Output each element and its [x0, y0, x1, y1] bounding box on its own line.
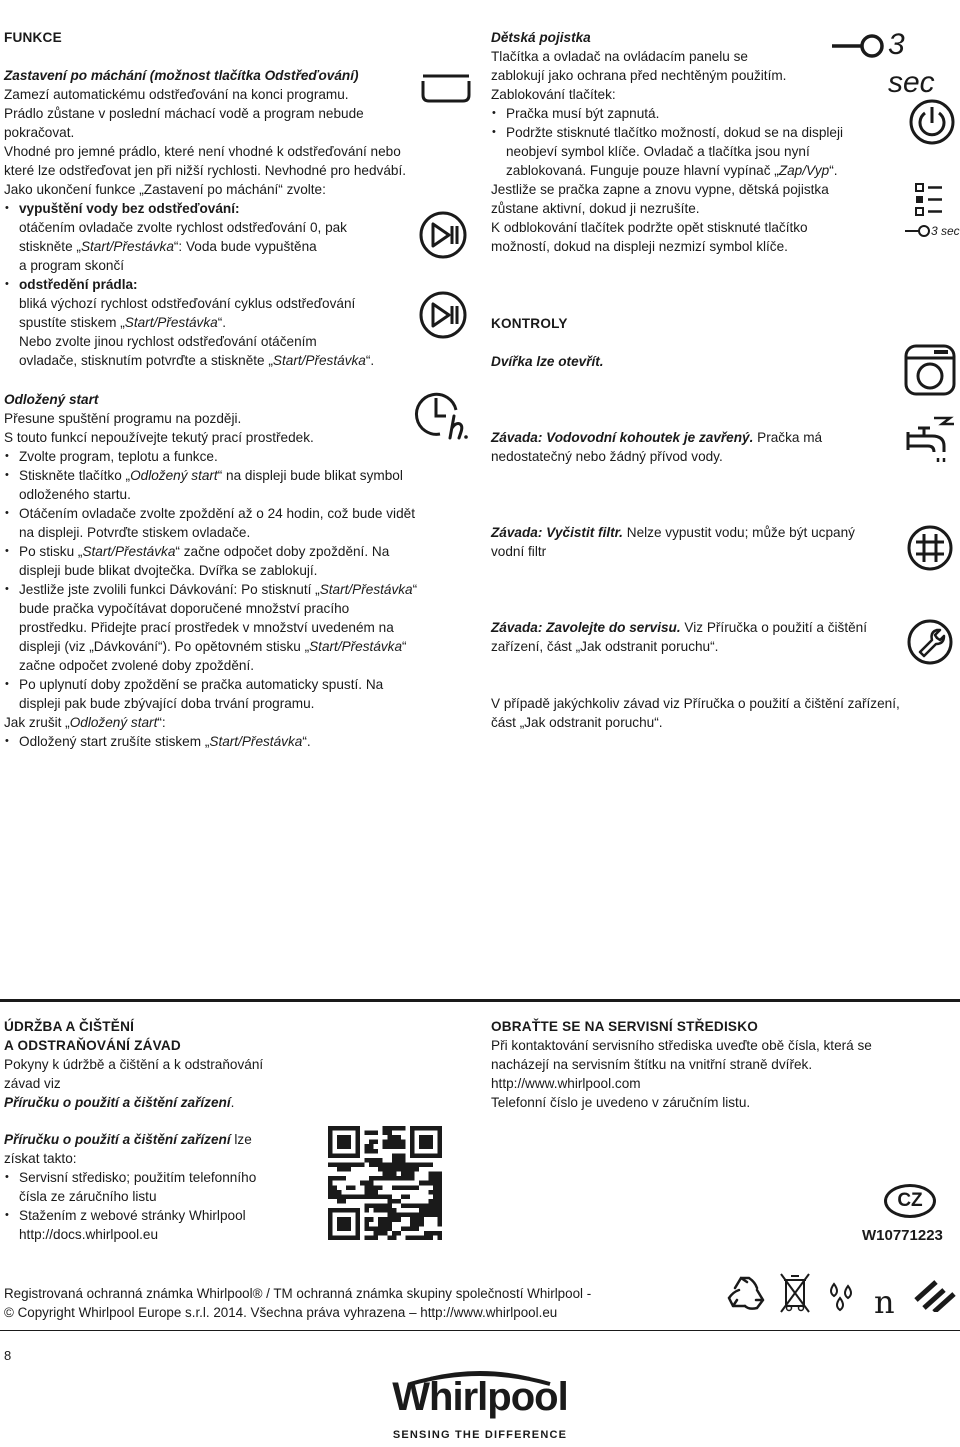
fault-filter-line: vodní filtr [491, 544, 547, 559]
key-3sec-small-label: 3 sec [931, 224, 960, 238]
zastaveni-line: Prádlo zůstane v poslední máchací vodě a program nebude [4, 106, 364, 121]
zastaveni-block [4, 66, 474, 370]
start-pause-icon [418, 210, 468, 260]
qr-code [328, 1126, 442, 1240]
option-spin-line: ovladače, stisknutím potvrďte a stiskněte „Start/Přestávka“. [19, 353, 375, 368]
service-line: Při kontaktování servisního střediska uveďte obě čísla, která se [491, 1038, 872, 1053]
child-lock-title: Dětská pojistka [491, 30, 591, 45]
manual-download-option: • Servisní středisko; použitím telefonního čísla ze záručního listu [4, 1168, 314, 1206]
filter-icon [906, 524, 954, 572]
legal-block [4, 1284, 704, 1322]
options-icon [914, 182, 946, 218]
water-tap-icon [904, 414, 958, 464]
brand-wordmark: Whirlpool [392, 1375, 568, 1419]
manual-download-option: • Stažením z webové stránky Whirlpool http://docs.whirlpool.eu [4, 1206, 314, 1244]
recycling-icon [725, 1272, 767, 1314]
door-open-text: Dvířka lze otevřít. [491, 354, 604, 369]
option-drain-line: a program skončí [19, 258, 125, 273]
maintenance-heading: ÚDRŽBA A ČIŠTĚNÍ [4, 1019, 135, 1034]
option-spin-line: Nebo zvolte jinou rychlost odstřeďování otáčením [19, 334, 317, 349]
child-lock-line: zablokují jako ochrana před nechtěným použitím. [491, 68, 787, 83]
fault-service-line: zařízení, část „Jak odstranit poruchu“. [491, 639, 719, 654]
option-spin [4, 275, 474, 294]
manual-download-line: získat takto: [4, 1151, 77, 1166]
delay-start-title: Odložený start [4, 392, 99, 407]
delay-step: • Otáčením ovladače zvolte zpoždění až o 24 hodin, což bude vidět na displeji. Potvrďte stiskem ovladače. [4, 504, 474, 542]
power-icon [908, 98, 956, 146]
zastaveni-line: pokračovat. [4, 125, 75, 140]
service-line: nacházejí na servisním štítku na vnitřní straně dvířek. [491, 1057, 813, 1072]
start-pause-icon [418, 290, 468, 340]
ventilation-marks-icon [914, 1278, 956, 1312]
service-block [491, 1017, 956, 1112]
child-lock-step: • Podržte stisknuté tlačítko možností, dokud se na displeji neobjeví symbol klíče. Ovladač a tlačítka jsou nyní zablokovaná. Funguje pouze hlavní vypínač „Zap/Vyp“. [491, 123, 911, 180]
manual-download-block [4, 1130, 314, 1244]
footer-divider [0, 1330, 960, 1331]
country-badge: CZ [884, 1184, 936, 1218]
brand-tagline: SENSING THE DIFFERENCE [392, 1429, 568, 1441]
key-3sec-icon [830, 26, 958, 99]
maintenance-line: Pokyny k údržbě a čištění a k odstraňování [4, 1057, 264, 1072]
delay-start-line: Přesune spuštění programu na později. [4, 411, 242, 426]
option-spin-line: bliká výchozí rychlost odstřeďování cyklus odstřeďování [19, 296, 356, 311]
rinse-hold-icon [420, 70, 472, 104]
manual-download-line: Příručku o použití a čištění zařízení lze [4, 1132, 252, 1147]
door-open-icon [904, 344, 956, 396]
service-wrench-icon [906, 618, 954, 666]
child-lock-line: zůstane aktivní, dokud ji nezrušíte. [491, 201, 700, 216]
option-spin-title: odstředění prádla: [19, 277, 138, 292]
section-heading-funkce: FUNKCE [4, 30, 62, 45]
child-lock-line: K odblokování tlačítek podržte opět stisknuté tlačítko [491, 220, 808, 235]
child-lock-line: Tlačítka a ovladač na ovládacím panelu se [491, 49, 748, 64]
fault-service-block [491, 618, 911, 656]
option-drain [4, 199, 474, 218]
delay-start-line: S touto funkcí nepoužívejte tekutý prací prostředek. [4, 430, 314, 445]
weee-bin-icon [778, 1270, 812, 1316]
child-lock-line: Jestliže se pračka zapne a znovu vypne, dětská pojistka [491, 182, 829, 197]
service-line: Telefonní číslo je uvedeno v záručním listu. [491, 1095, 751, 1110]
service-link[interactable]: http://www.whirlpool.com [491, 1076, 641, 1091]
zastaveni-title: Zastavení po máchání (možnost tlačítka Odstřeďování) [4, 68, 359, 83]
page-number: 8 [4, 1348, 12, 1363]
fault-final-line: V případě jakýchkoliv závad viz Příručka o použití a čištění zařízení, [491, 696, 900, 711]
child-lock-line: možností, dokud na displeji nezmizí symbol klíče. [491, 239, 788, 254]
fault-filter-line: Závada: Vyčistit filtr. Nelze vypustit vodu; může být ucpaný [491, 525, 855, 540]
fault-final-line: část „Jak odstranit poruchu“. [491, 715, 663, 730]
maintenance-line: Příručku o použití a čištění zařízení. [4, 1095, 235, 1110]
section-divider [0, 999, 960, 1002]
fault-tap-line: Závada: Vodovodní kohoutek je zavřený. Pračka má [491, 430, 823, 445]
zastaveni-line: které lze odstřeďovat jen při nižší rychlosti. Nevhodné pro hedvábí. [4, 163, 407, 178]
maintenance-block [4, 1017, 314, 1112]
fault-filter-block [491, 523, 911, 561]
fault-tap-block [491, 428, 891, 466]
delay-cancel-title: Jak zrušit „Odložený start“: [4, 715, 166, 730]
zastaveni-line: Jako ukončení funkce „Zastavení po máchání“ zvolte: [4, 182, 326, 197]
water-drops-icon [826, 1276, 864, 1314]
delay-start-block [4, 390, 474, 751]
delay-step: • Stiskněte tlačítko „Odložený start“ na displeji bude blikat symbol odloženého startu. [4, 466, 474, 504]
service-heading: OBRAŤTE SE NA SERVISNÍ STŘEDISKO [491, 1019, 758, 1034]
delay-cancel-step: • Odložený start zrušíte stiskem „Start/Přestávka“. [4, 732, 474, 751]
section-heading-kontroly: KONTROLY [491, 316, 568, 331]
option-drain-title: vypuštění vody bez odstřeďování: [19, 201, 240, 216]
fault-service-line: Závada: Zavolejte do servisu. Viz Příručka o použití a čištění [491, 620, 868, 635]
option-drain-line: otáčením ovladače zvolte rychlost odstřeďování 0, pak [19, 220, 347, 235]
maintenance-heading: A ODSTRAŇOVÁNÍ ZÁVAD [4, 1038, 181, 1053]
child-lock-line: Zablokování tlačítek: [491, 87, 616, 102]
fault-tap-line: nedostatečný nebo žádný přívod vody. [491, 449, 723, 464]
delay-step: • Zvolte program, teplotu a funkce. [4, 447, 474, 466]
option-drain-line: stiskněte „Start/Přestávka“: Voda bude vypuštěna [19, 239, 317, 254]
zastaveni-line: Zamezí automatickému odstřeďování na konci programu. [4, 87, 349, 102]
child-lock-step: • Pračka musí být zapnutá. [491, 104, 911, 123]
maintenance-line: závad viz [4, 1076, 61, 1091]
whirlpool-logo [380, 1366, 580, 1446]
delay-step: • Po uplynutí doby zpoždění se pračka automaticky spustí. Na displeji pak bude zbývající doba trvání programu. [4, 675, 474, 713]
key-3sec-label: 3 sec [888, 28, 935, 99]
key-3sec-small-icon [904, 222, 960, 240]
legal-line: © Copyright Whirlpool Europe s.r.l. 2014. Všechna práva vyhrazena – http://www.whirlpool.eu [4, 1305, 558, 1320]
option-spin-line: spustíte stiskem „Start/Přestávka“. [19, 315, 227, 330]
docs-link[interactable]: http://docs.whirlpool.eu [19, 1227, 159, 1242]
delay-step: • Jestliže jste zvolili funkci Dávkování: Po stisknutí „Start/Přestávka“ bude pračka vypočítávat doporučené množství pracího prostředku. Přidejte prací prostředek v množství uvedeném na displeji (viz „Dávkování“). Po opětovném stisku „Start/Přestávka“ začne odpočet zvolené doby zpoždění. [4, 580, 474, 675]
product-code: W10771223 [862, 1227, 943, 1244]
n-symbol: n [874, 1283, 895, 1321]
zastaveni-line: Vhodné pro jemné prádlo, které není vhodné k odstřeďování nebo [4, 144, 401, 159]
delay-start-icon [412, 390, 472, 442]
legal-line: Registrovaná ochranná známka Whirlpool® / TM ochranná známka skupiny společností Whirlpool - [4, 1286, 592, 1301]
fault-final-block [491, 694, 956, 732]
delay-step: • Po stisku „Start/Přestávka“ začne odpočet doby zpoždění. Na displeji bude blikat dvojtečka. Dvířka se zablokují. [4, 542, 474, 580]
